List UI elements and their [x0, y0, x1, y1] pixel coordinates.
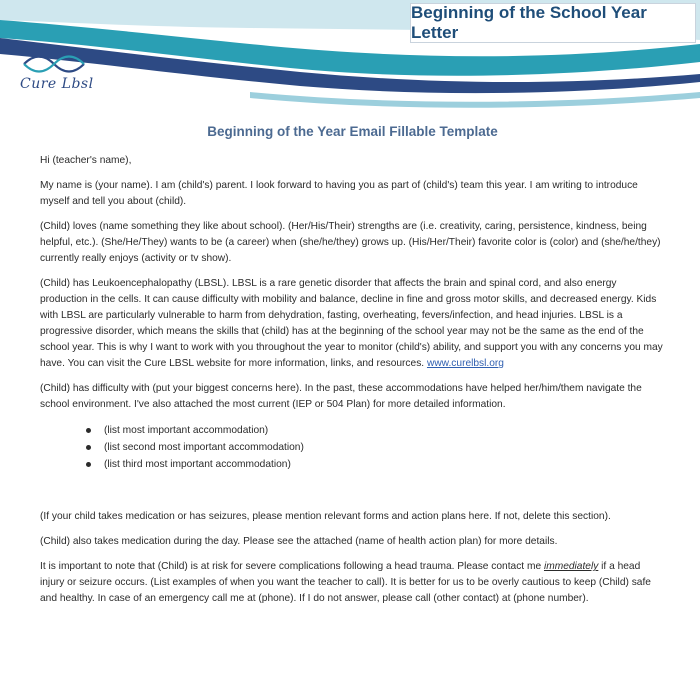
list-item: (list second most important accommodation)	[104, 439, 665, 456]
list-item: (list most important accommodation)	[104, 422, 665, 439]
website-link[interactable]: www.curelbsl.org	[426, 358, 504, 369]
dna-icon	[22, 52, 92, 74]
head-trauma-text-a: It is important to note that (Child) is at risk for severe complications following a head trauma. Please contact me	[40, 561, 542, 572]
logo-text: Cure Lbsl	[20, 76, 94, 92]
header-banner	[0, 0, 700, 110]
head-trauma-text-b: if a head injury or seizure occurs. (List examples of when you want the teacher to call). It is better for us to be overly cautious to keep (Child) safe and healthy. In case of an emergency call me at (phone). If I do not answer, please call (other contact) at (phone number).	[40, 561, 651, 604]
paragraph-lbsl-info	[40, 276, 665, 372]
header-title: Beginning of the School Year Letter	[410, 3, 696, 43]
paragraph-medication-note: (If your child takes medication or has seizures, please mention relevant forms and action plans here. If not, delete this section).	[40, 511, 611, 522]
document-body	[40, 124, 665, 616]
cure-lbsl-logo	[18, 52, 108, 102]
accommodation-list	[40, 422, 665, 473]
paragraph-head-trauma	[40, 559, 665, 607]
paragraph-intro: My name is (your name). I am (child's) parent. I look forward to having you as part of (child's) team this year. I am writing to introduce myself and tell you about (child).	[40, 180, 638, 207]
paragraph-medication: (Child) also takes medication during the day. Please see the attached (name of health action plan) for more details.	[40, 536, 558, 547]
greeting: Hi (teacher's name),	[40, 155, 132, 166]
document-title: Beginning of the Year Email Fillable Template	[207, 124, 498, 139]
emphasis-immediately: immediately	[543, 561, 599, 572]
lbsl-info-text: (Child) has Leukoencephalopathy (LBSL). LBSL is a rare genetic disorder that affects the brain and spinal cord, and also energy production in the cells. It can cause difficulty with mobility and balance, decline in fine and gross motor skills, and decreased energy. Kids with LBSL are particularly vulnerable to harm from dehydration, fasting, overheating, fevers/infection, and head injuries. LBSL is a progressive disorder, which means the skills that (child) has at the beginning of the school year may not be the same as the end of the school year. This is why I want to work with you throughout the year to monitor (child's) ability, and support you with any concerns you may have. You can visit the Cure LBSL website for more information, links, and resources.	[40, 278, 663, 369]
paragraph-child-description: (Child) loves (name something they like about school). (Her/His/Their) strengths are (i.e. creativity, caring, persistence, kindness, being helpful, etc.). (She/He/They) wants to be (a career) when (she/he/they) grows up. (His/Her/Their) favorite color is (color) and (she/he/they) currently really enjoys (activity or tv show).	[40, 221, 661, 264]
list-item: (list third most important accommodation)	[104, 456, 665, 473]
paragraph-difficulties: (Child) has difficulty with (put your biggest concerns here). In the past, these accommodations have helped her/him/them navigate the school environment. I've also attached the most current (IEP or 504 Plan) for more detailed information.	[40, 383, 642, 410]
